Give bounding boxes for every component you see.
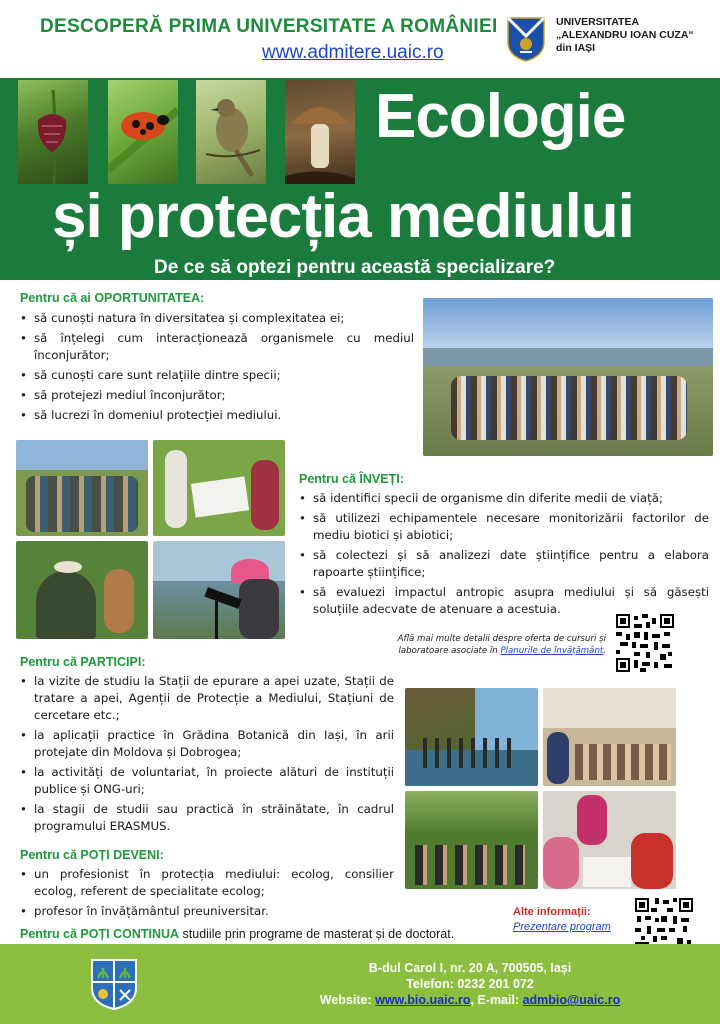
page-subtitle: De ce să optezi pentru această specializare?: [154, 257, 556, 278]
note-text: Află mai multe detalii despre oferta de cursuri și laboratoare asociate în: [397, 634, 606, 656]
oportunitate-list: [20, 310, 414, 427]
email-link[interactable]: admbio@uaic.ro: [522, 993, 621, 1007]
contact-info: [300, 960, 640, 1008]
section-heading-deveni: Pentru că POȚI DEVENI:: [20, 848, 164, 862]
continue-studies: [20, 927, 454, 941]
beetle-photo: [108, 80, 178, 184]
email-label: , E-mail:: [470, 993, 523, 1007]
university-name-line: din IAȘI: [556, 42, 596, 54]
faculty-crest-icon: [90, 958, 138, 1010]
mushroom-photo: [285, 80, 355, 184]
program-presentation-link[interactable]: Prezentare program: [513, 921, 611, 933]
list-item: • la stagii de studii sau practică în străinătate, în cadrul programului ERASMUS.: [20, 801, 394, 835]
university-name-line: „ALEXANDRU IOAN CUZA“: [556, 29, 694, 41]
continue-text: studiile prin programe de masterat și de doctorat.: [179, 927, 455, 941]
list-item: • un profesionist în protecția mediului: ecolog, consilier ecolog, referent de specialitate ecolog;: [20, 866, 394, 900]
fritillaria-flower-photo: [18, 80, 88, 184]
qr-code-curriculum-icon[interactable]: [616, 614, 674, 672]
deveni-list: [20, 866, 394, 923]
list-item: • la aplicații practice în Grădina Botanică din Iași, în arii protejate din Moldova și Dobrogea;: [20, 727, 394, 761]
list-item: • să cunoști natura în diversitatea și complexitatea ei;: [20, 310, 414, 327]
page-title-line2: și protecția mediului: [52, 182, 634, 251]
participi-list: [20, 673, 394, 838]
website-link[interactable]: www.bio.uaic.ro: [375, 993, 471, 1007]
list-item: • profesor în învățământul preuniversitar.: [20, 903, 394, 920]
note-text-end: .: [603, 646, 606, 656]
curriculum-note: [370, 633, 606, 657]
address: B-dul Carol I, nr. 20 A, 700505, Iași: [368, 961, 572, 975]
section-heading-oportunitate: Pentru că ai OPORTUNITATEA:: [20, 291, 205, 305]
botanist-photo: [16, 541, 148, 639]
page-title-line1: Ecologie: [375, 82, 626, 151]
shore-visit-photo: [405, 688, 538, 786]
section-heading-inveti: Pentru că ÎNVEȚI:: [299, 472, 404, 486]
curriculum-link[interactable]: Planurile de învățământ: [500, 646, 604, 656]
phone: Telefon: 0232 201 072: [406, 977, 534, 991]
group-photo: [423, 298, 713, 456]
admission-link[interactable]: www.admitere.uaic.ro: [262, 42, 444, 63]
list-item: • la vizite de studiu la Stații de epurare a apei uzate, Stații de tratare a apei, Agenții de Protecție a Mediului, Stațiuni de cercetare etc.;: [20, 673, 394, 724]
list-item: • să înțelegi cum interacționează organismele cu mediul înconjurător;: [20, 330, 414, 364]
list-item: • să colectezi și să analizezi date științifice pentru a elabora rapoarte științifice;: [299, 547, 709, 581]
list-item: • la activități de voluntariat, în proiecte alături de instituții publice și ONG-uri;: [20, 764, 394, 798]
list-item: • să protejezi mediul înconjurător;: [20, 387, 414, 404]
lab-room-photo: [543, 688, 676, 786]
bird-photo: [196, 80, 266, 184]
more-info-heading: Alte informații:: [513, 906, 591, 918]
list-item: • să utilizezi echipamentele necesare monitorizării factorilor de mediu biotici și abiotici;: [299, 510, 709, 544]
website-label: Website:: [319, 993, 376, 1007]
list-item: • să cunoști care sunt relațiile dintre specii;: [20, 367, 414, 384]
web-email-line: [300, 992, 640, 1008]
top-title: DESCOPERĂ PRIMA UNIVERSITATE A ROMÂNIEI: [40, 16, 498, 37]
field-trip-photo: [16, 440, 148, 536]
university-name-line: UNIVERSITATEA: [556, 16, 640, 28]
list-item: • să identifici specii de organisme din diferite medii de viață;: [299, 490, 709, 507]
field-study-photo: [153, 440, 285, 536]
university-name: [556, 16, 694, 55]
kids-workshop-photo: [543, 791, 676, 889]
forest-trip-photo: [405, 791, 538, 889]
university-crest-icon: [506, 16, 546, 62]
section-heading-participi: Pentru că PARTICIPI:: [20, 655, 146, 669]
continue-heading: Pentru că POȚI CONTINUA: [20, 927, 180, 941]
list-item: • să lucrezi în domeniul protecției mediului.: [20, 407, 414, 424]
telescope-photo: [153, 541, 285, 639]
list-item: • să evaluezi impactul antropic asupra mediului și să găsești soluțiile adecvate de atenuare a acestuia.: [299, 584, 709, 618]
inveti-list: [299, 490, 709, 621]
